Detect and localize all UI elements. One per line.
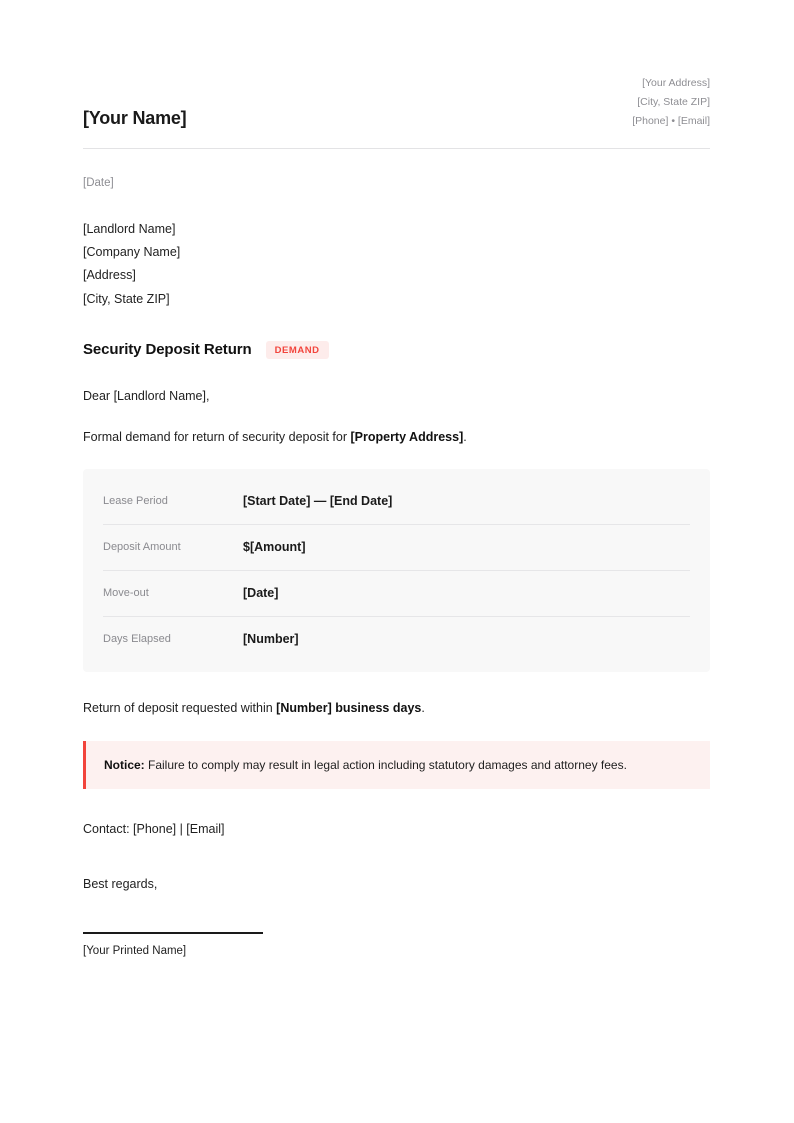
notice-text: Failure to comply may result in legal action including statutory damages and attorney fees. xyxy=(144,758,627,773)
header-divider xyxy=(83,148,710,149)
status-badge: DEMAND xyxy=(266,341,329,360)
document-title-row xyxy=(83,341,710,360)
deadline-prefix-text: Return of deposit requested within xyxy=(83,701,277,715)
recipient-landlord-name: [Landlord Name] xyxy=(83,221,176,236)
notice-label: Notice: xyxy=(104,758,145,773)
deadline-emphasis: [Number] business days xyxy=(276,701,422,715)
letterhead xyxy=(83,74,710,131)
table-row xyxy=(103,479,690,525)
salutation: Dear [Landlord Name], xyxy=(83,389,210,404)
deadline-paragraph xyxy=(83,699,710,718)
printed-name: [Your Printed Name] xyxy=(83,944,187,957)
sender-phone-email-line: [Phone] • [Email] xyxy=(632,115,710,127)
contact-line: Contact: [Phone] | [Email] xyxy=(83,822,225,837)
detail-value-lease-period: [Start Date] — [End Date] xyxy=(243,494,393,509)
detail-label-days-elapsed: Days Elapsed xyxy=(103,633,171,646)
intro-suffix-text: . xyxy=(463,429,467,444)
sender-address-line: [Your Address] xyxy=(642,77,710,89)
lease-details-panel xyxy=(83,469,710,672)
sender-contact-block xyxy=(632,74,710,131)
table-row xyxy=(103,525,690,571)
table-row xyxy=(103,571,690,617)
detail-label-move-out: Move-out xyxy=(103,587,149,600)
detail-value-move-out: [Date] xyxy=(243,586,279,601)
closing-salutation: Best regards, xyxy=(83,876,158,891)
sender-name: [Your Name] xyxy=(83,108,187,129)
detail-label-lease-period: Lease Period xyxy=(103,495,168,508)
recipient-city-state-zip: [City, State ZIP] xyxy=(83,291,170,306)
sender-city-line: [City, State ZIP] xyxy=(637,96,710,108)
table-row xyxy=(103,617,690,662)
detail-label-deposit-amount: Deposit Amount xyxy=(103,541,181,554)
detail-value-deposit-amount: $[Amount] xyxy=(243,540,306,555)
recipient-address: [Address] xyxy=(83,268,136,283)
recipient-block xyxy=(83,218,710,311)
property-address-emphasis: [Property Address] xyxy=(350,429,464,444)
intro-paragraph xyxy=(83,428,710,447)
notice-callout xyxy=(83,741,710,789)
deadline-suffix-text: . xyxy=(421,701,425,715)
intro-prefix-text: Formal demand for return of security deposit for xyxy=(83,429,351,444)
page-title: Security Deposit Return xyxy=(83,341,252,358)
letter-date: [Date] xyxy=(83,177,114,189)
detail-value-days-elapsed: [Number] xyxy=(243,632,299,647)
recipient-company-name: [Company Name] xyxy=(83,245,181,260)
signature-line xyxy=(83,932,263,933)
